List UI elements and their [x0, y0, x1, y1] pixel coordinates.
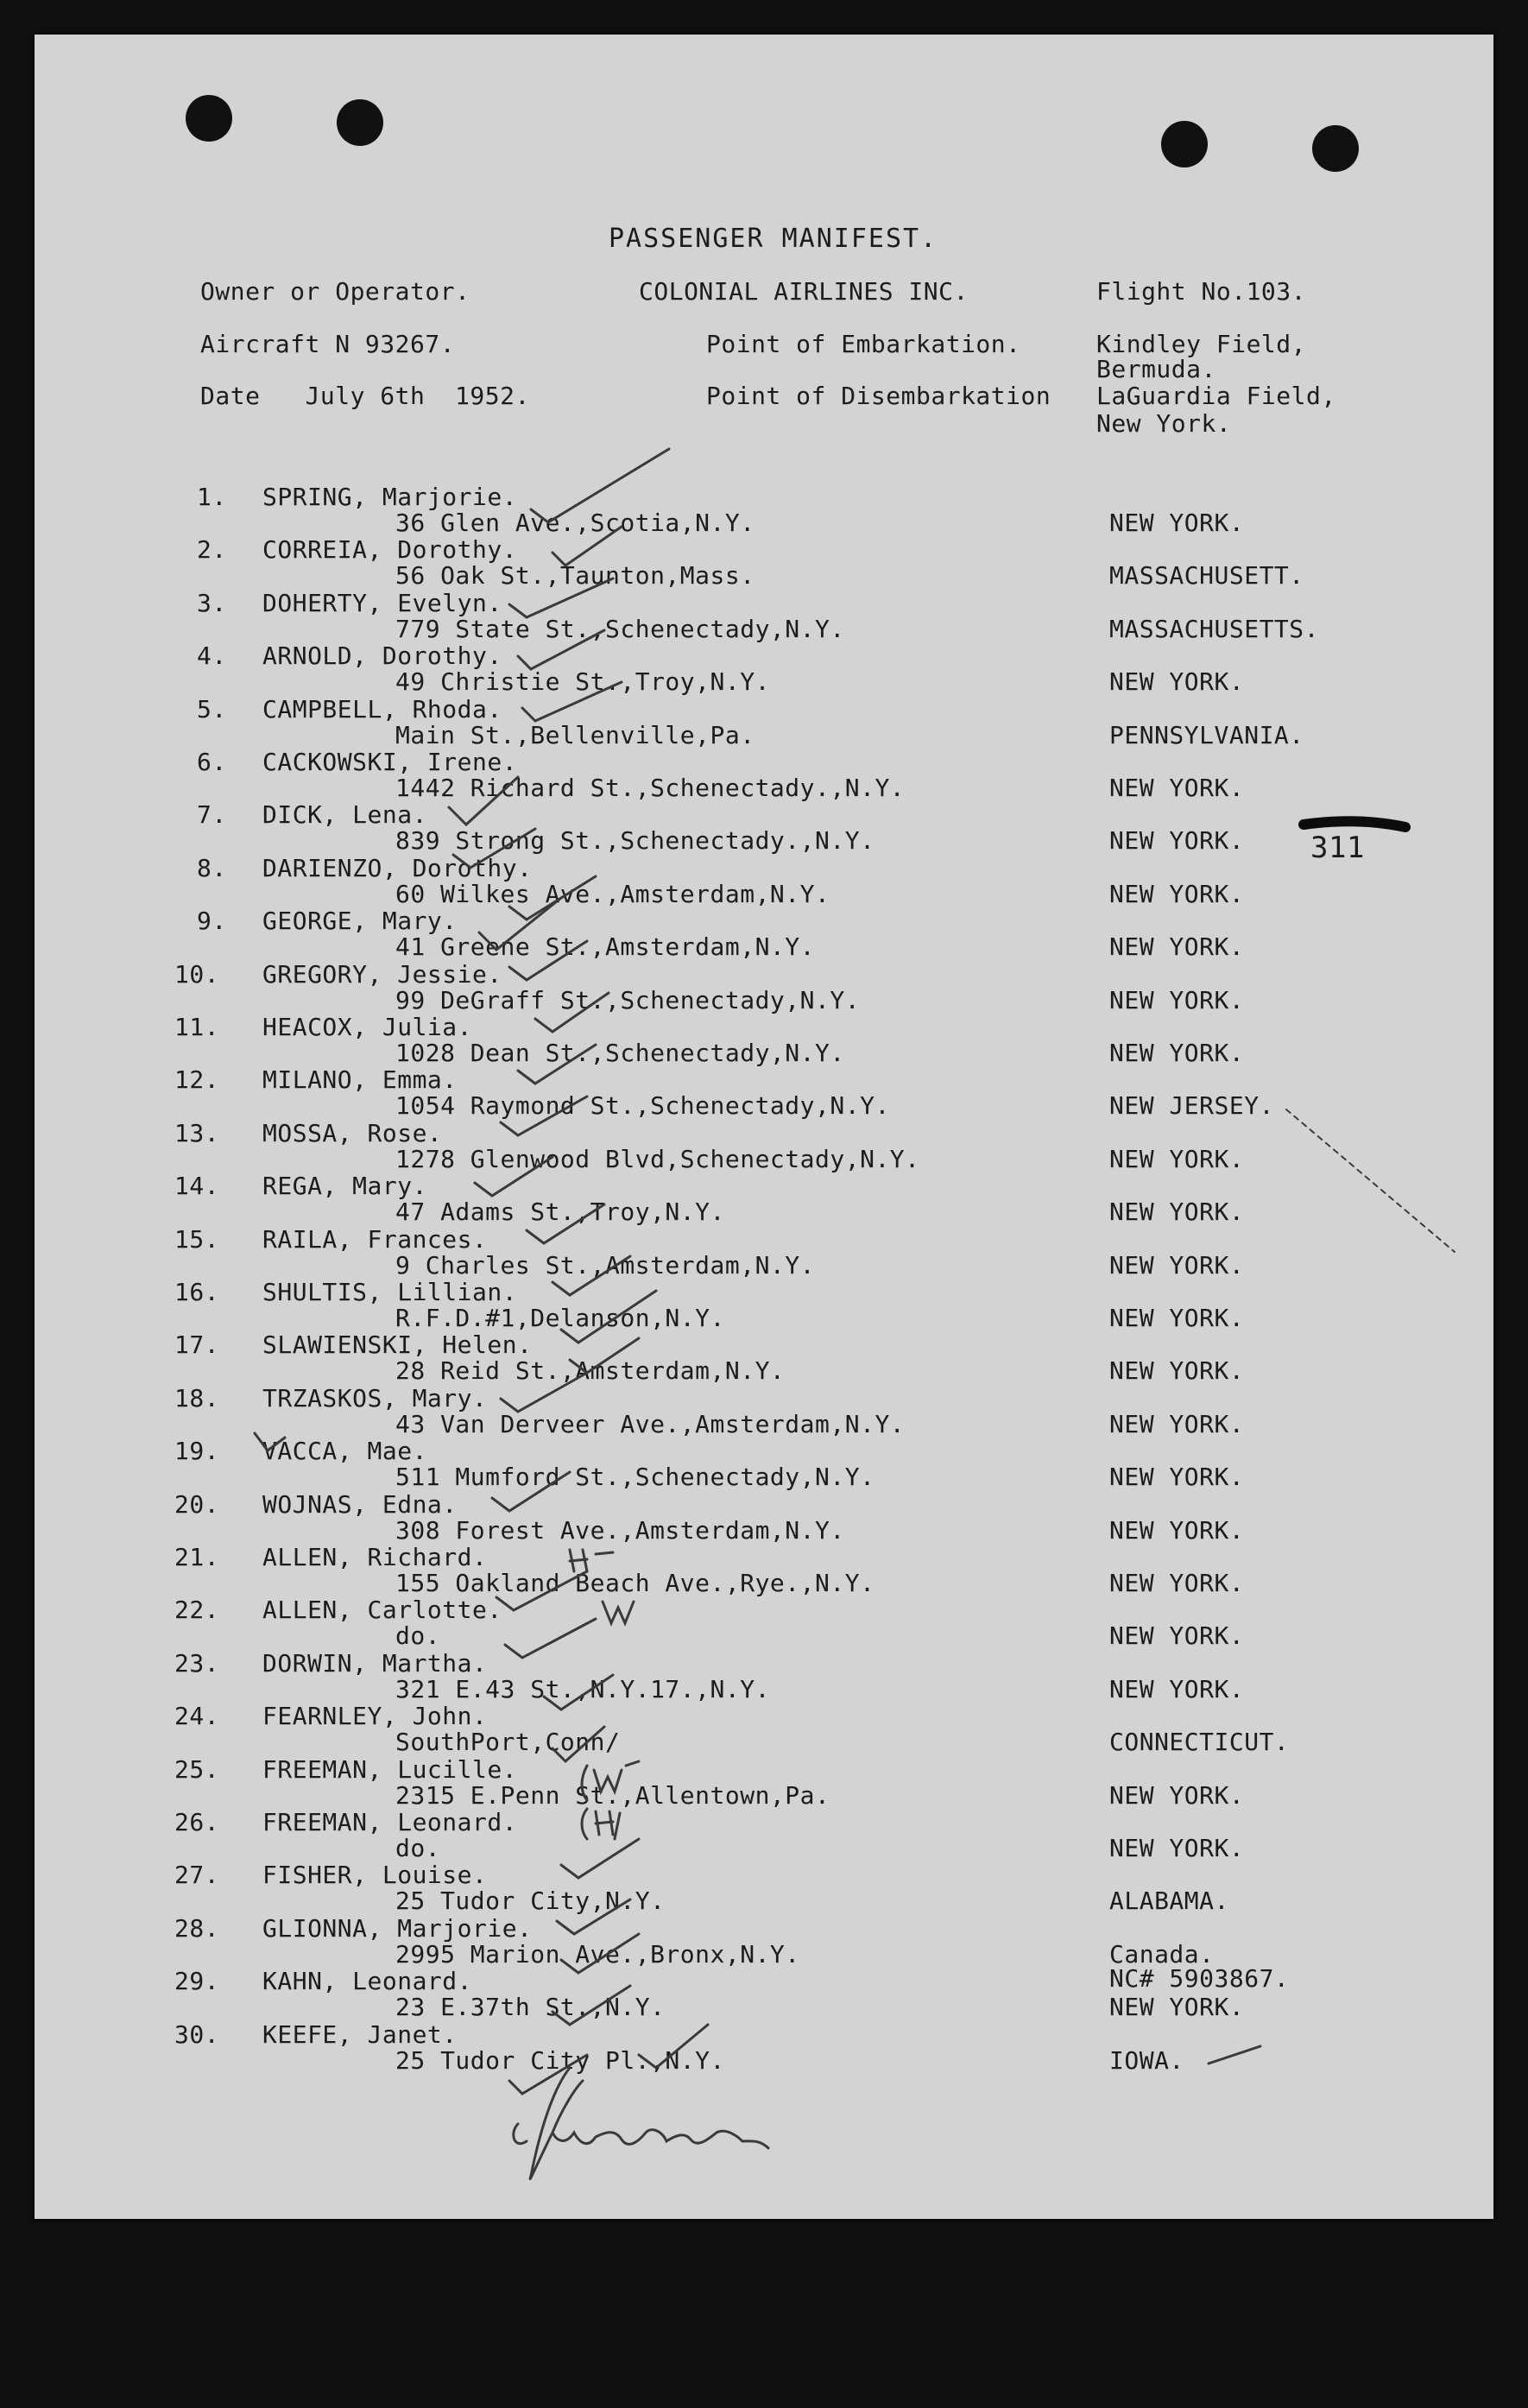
check-mark: [561, 1934, 639, 1973]
passenger-number: 4.: [197, 642, 227, 671]
aircraft-number: Aircraft N 93267.: [200, 330, 456, 358]
passenger-state: NEW YORK.: [1109, 1621, 1245, 1651]
check-mark: [552, 1256, 630, 1295]
passenger-address: 60 Wilkes Ave.,Amsterdam,N.Y.: [395, 879, 830, 908]
passenger-state: ALABAMA.: [1109, 1887, 1229, 1916]
passenger-name: RAILA, Frances.: [262, 1224, 488, 1254]
passenger-address: 9 Charles St.,Amsterdam,N.Y.: [395, 1250, 816, 1280]
passenger-name: ARNOLD, Dorothy.: [262, 642, 502, 671]
handwritten-note: [582, 1761, 639, 1800]
passenger-state: MASSACHUSETTS.: [1109, 614, 1320, 643]
passenger-address: 155 Oakland Beach Ave.,Rye.,N.Y.: [395, 1569, 875, 1597]
passenger-name: DICK, Lena.: [262, 800, 427, 830]
passenger-number: 1.: [197, 483, 227, 511]
passenger-name: SHULTIS, Lillian.: [262, 1278, 518, 1306]
passenger-address: 1054 Raymond St.,Schenectady,N.Y.: [395, 1091, 890, 1121]
passenger-address: R.F.D.#1,Delanson,N.Y.: [395, 1304, 725, 1332]
check-mark: [552, 1986, 630, 2025]
passenger-name: CORREIA, Dorothy.: [262, 535, 518, 565]
passenger-state: NEW YORK.: [1109, 1250, 1245, 1280]
passenger-name: DOHERTY, Evelyn.: [262, 588, 502, 617]
passenger-number: 11.: [174, 1013, 220, 1041]
passenger-name: REGA, Mary.: [262, 1172, 427, 1201]
manifest-date: Date July 6th 1952.: [200, 382, 530, 410]
check-mark: [255, 1433, 285, 1450]
check-mark: [552, 1727, 604, 1761]
passenger-state: NEW YORK.: [1109, 509, 1245, 537]
passenger-state: NEW YORK.: [1109, 1039, 1245, 1067]
handwritten-note: [570, 1550, 613, 1571]
passenger-address: 321 E.43 St.,N.Y.17.,N.Y.: [395, 1674, 770, 1703]
passenger-number: 24.: [174, 1702, 220, 1731]
check-mark: [509, 941, 587, 980]
passenger-state: NEW YORK.: [1109, 985, 1245, 1014]
passenger-state: NEW YORK.: [1109, 1993, 1245, 2022]
check-mark: [639, 2025, 708, 2068]
passenger-state: NEW YORK.: [1109, 1463, 1245, 1492]
passenger-number: 23.: [174, 1648, 220, 1678]
passenger-number: 6.: [197, 748, 227, 776]
passenger-address: 43 Van Derveer Ave.,Amsterdam,N.Y.: [395, 1409, 906, 1438]
passenger-number: 7.: [197, 800, 227, 830]
check-mark: [518, 1045, 596, 1084]
check-mark: [449, 777, 518, 825]
check-mark: [509, 876, 596, 920]
passenger-name: DARIENZO, Dorothy.: [262, 853, 533, 882]
check-mark: [531, 449, 669, 522]
passenger-name: FEARNLEY, John.: [262, 1702, 488, 1731]
check-mark: [501, 1097, 587, 1135]
check-mark: [505, 1619, 596, 1658]
passenger-state: NEW YORK.: [1109, 1198, 1245, 1227]
passenger-name: DORWIN, Martha.: [262, 1648, 488, 1678]
passenger-state: NEW JERSEY.: [1109, 1091, 1274, 1121]
passenger-address: do.: [395, 1621, 441, 1651]
passenger-name: VACCA, Mae.: [262, 1437, 427, 1466]
disembarkation-value-line2: New York.: [1096, 409, 1232, 438]
handwritten-note: [603, 1602, 634, 1623]
passenger-address: 25 Tudor City,N.Y.: [395, 1887, 666, 1916]
check-mark: [552, 527, 622, 566]
check-mark: [475, 1157, 552, 1196]
passenger-name: MILANO, Emma.: [262, 1065, 458, 1095]
passenger-address: 511 Mumford St.,Schenectady,N.Y.: [395, 1463, 875, 1492]
passenger-number: 13.: [174, 1118, 220, 1147]
passenger-number: 17.: [174, 1330, 220, 1360]
check-mark: [570, 1338, 639, 1373]
passenger-state: NEW YORK.: [1109, 1304, 1245, 1332]
passenger-address: Main St.,Bellenville,Pa.: [395, 720, 755, 749]
annotation-arrow: [1286, 1109, 1455, 1252]
handwritten-note: [582, 1809, 620, 1839]
passenger-name: WOJNAS, Edna.: [262, 1489, 458, 1519]
passenger-state: NEW YORK.: [1109, 1674, 1245, 1703]
check-mark: [544, 1675, 613, 1710]
passenger-state: NEW YORK.: [1109, 1144, 1245, 1173]
passenger-state: NEW YORK.: [1109, 826, 1245, 856]
check-mark: [492, 1472, 570, 1511]
passenger-number: 21.: [174, 1543, 220, 1571]
passenger-address: 36 Glen Ave.,Scotia,N.Y.: [395, 509, 755, 537]
passenger-address: 2315 E.Penn St.,Allentown,Pa.: [395, 1780, 830, 1810]
owner-value: COLONIAL AIRLINES INC.: [639, 277, 969, 306]
disembarkation-value: LaGuardia Field,: [1096, 382, 1336, 410]
passenger-address: 2995 Marion Ave.,Bronx,N.Y.: [395, 1939, 800, 1969]
passenger-address: 839 Strong St.,Schenectady.,N.Y.: [395, 826, 875, 856]
page-title: PASSENGER MANIFEST.: [609, 224, 938, 254]
passenger-address: 47 Adams St.,Troy,N.Y.: [395, 1198, 725, 1227]
passenger-name: KEEFE, Janet.: [262, 2019, 458, 2049]
passenger-name: ALLEN, Richard.: [262, 1543, 488, 1571]
passenger-state: NEW YORK.: [1109, 1356, 1245, 1386]
embarkation-value: Kindley Field,: [1096, 330, 1307, 358]
passenger-name: TRZASKOS, Mary.: [262, 1383, 488, 1413]
passenger-state: NEW YORK.: [1109, 932, 1245, 962]
passenger-number: 14.: [174, 1172, 220, 1201]
check-mark: [561, 1291, 656, 1343]
passenger-state: NEW YORK.: [1109, 667, 1245, 697]
disembarkation-label: Point of Disembarkation: [706, 382, 1051, 410]
passenger-name: CAMPBELL, Rhoda.: [262, 694, 502, 724]
check-mark: [535, 993, 609, 1032]
passenger-name: FISHER, Louise.: [262, 1861, 488, 1890]
passenger-state: MASSACHUSETT.: [1109, 561, 1304, 591]
passenger-name: ALLEN, Carlotte.: [262, 1596, 502, 1625]
passenger-address: 308 Forest Ave.,Amsterdam,N.Y.: [395, 1515, 845, 1545]
passenger-number: 19.: [174, 1437, 220, 1466]
passenger-number: 29.: [174, 1967, 220, 1996]
passenger-state: CONNECTICUT.: [1109, 1728, 1290, 1757]
passenger-name: KAHN, Leonard.: [262, 1967, 473, 1996]
owner-label: Owner or Operator.: [200, 277, 470, 306]
passenger-name: CACKOWSKI, Irene.: [262, 748, 518, 776]
passenger-address: do.: [395, 1834, 441, 1862]
passenger-address: 1028 Dean St.,Schenectady,N.Y.: [395, 1039, 845, 1067]
passenger-number: 27.: [174, 1861, 220, 1890]
passenger-address: 25 Tudor City Pl.,N.Y.: [395, 2045, 725, 2075]
passenger-number: 18.: [174, 1383, 220, 1413]
passenger-address: SouthPort,Conn/: [395, 1728, 621, 1757]
check-mark: [557, 1899, 630, 1934]
passenger-number: 8.: [197, 853, 227, 882]
signature: [514, 2068, 768, 2179]
passenger-number: 15.: [174, 1224, 220, 1254]
passenger-state: NEW YORK.: [1109, 1515, 1245, 1545]
passenger-state: NEW YORK.: [1109, 1834, 1245, 1862]
passenger-address: 99 DeGraff St.,Schenectady,N.Y.: [395, 985, 861, 1014]
ink-strike: [1304, 821, 1405, 827]
passenger-number: 3.: [197, 588, 227, 617]
page-number: 311: [1310, 831, 1365, 865]
passenger-number: 2.: [197, 535, 227, 565]
passenger-address: 28 Reid St.,Amsterdam,N.Y.: [395, 1356, 786, 1386]
passenger-address: 56 Oak St.,Taunton,Mass.: [395, 561, 755, 591]
passenger-name: GLIONNA, Marjorie.: [262, 1913, 533, 1943]
check-mark: [509, 578, 613, 617]
passenger-name: GREGORY, Jessie.: [262, 959, 502, 989]
passenger-address: 1278 Glenwood Blvd,Schenectady,N.Y.: [395, 1144, 920, 1173]
passenger-name: HEACOX, Julia.: [262, 1013, 473, 1041]
passenger-state: NEW YORK.: [1109, 1569, 1245, 1597]
passenger-number: 9.: [197, 907, 227, 936]
check-mark: [522, 682, 622, 721]
passenger-number: 10.: [174, 959, 220, 989]
passenger-address: 41 Greene St.,Amsterdam,N.Y.: [395, 932, 816, 962]
passenger-state-note: NC# 5903867.: [1109, 1963, 1290, 1993]
passenger-state: NEW YORK.: [1109, 1780, 1245, 1810]
passenger-number: 26.: [174, 1808, 220, 1836]
check-mark: [453, 829, 535, 868]
passenger-address: 23 E.37th St.,N.Y.: [395, 1993, 666, 2022]
passenger-number: 16.: [174, 1278, 220, 1306]
passenger-number: 22.: [174, 1596, 220, 1625]
passenger-state: NEW YORK.: [1109, 774, 1245, 802]
passenger-address: 1442 Richard St.,Schenectady.,N.Y.: [395, 774, 906, 802]
passenger-number: 20.: [174, 1489, 220, 1519]
passenger-number: 12.: [174, 1065, 220, 1095]
passenger-address: 49 Christie St.,Troy,N.Y.: [395, 667, 770, 697]
embarkation-label: Point of Embarkation.: [706, 330, 1021, 358]
passenger-name: FREEMAN, Lucille.: [262, 1754, 518, 1784]
passenger-state: PENNSYLVANIA.: [1109, 720, 1304, 749]
passenger-number: 5.: [197, 694, 227, 724]
check-mark: [518, 630, 604, 669]
check-mark: [527, 1204, 604, 1243]
passenger-name: SPRING, Marjorie.: [262, 483, 518, 511]
check-mark: [501, 1373, 587, 1412]
passenger-state: NEW YORK.: [1109, 879, 1245, 908]
embarkation-value-line2: Bermuda.: [1096, 355, 1216, 383]
flight-number: Flight No.103.: [1096, 277, 1307, 306]
passenger-number: 30.: [174, 2019, 220, 2049]
passenger-address: 779 State St.,Schenectady,N.Y.: [395, 614, 845, 643]
passenger-state: NEW YORK.: [1109, 1409, 1245, 1438]
check-mark: [561, 1839, 639, 1878]
passenger-name: MOSSA, Rose.: [262, 1118, 443, 1147]
passenger-number: 25.: [174, 1754, 220, 1784]
passenger-number: 28.: [174, 1913, 220, 1943]
check-mark: [1209, 2046, 1260, 2064]
passenger-state: Canada.: [1109, 1939, 1215, 1969]
passenger-name: SLAWIENSKI, Helen.: [262, 1330, 533, 1360]
passenger-name: GEORGE, Mary.: [262, 907, 458, 936]
check-mark: [496, 1571, 587, 1610]
passenger-name: FREEMAN, Leonard.: [262, 1808, 518, 1836]
passenger-state: IOWA.: [1109, 2045, 1184, 2075]
